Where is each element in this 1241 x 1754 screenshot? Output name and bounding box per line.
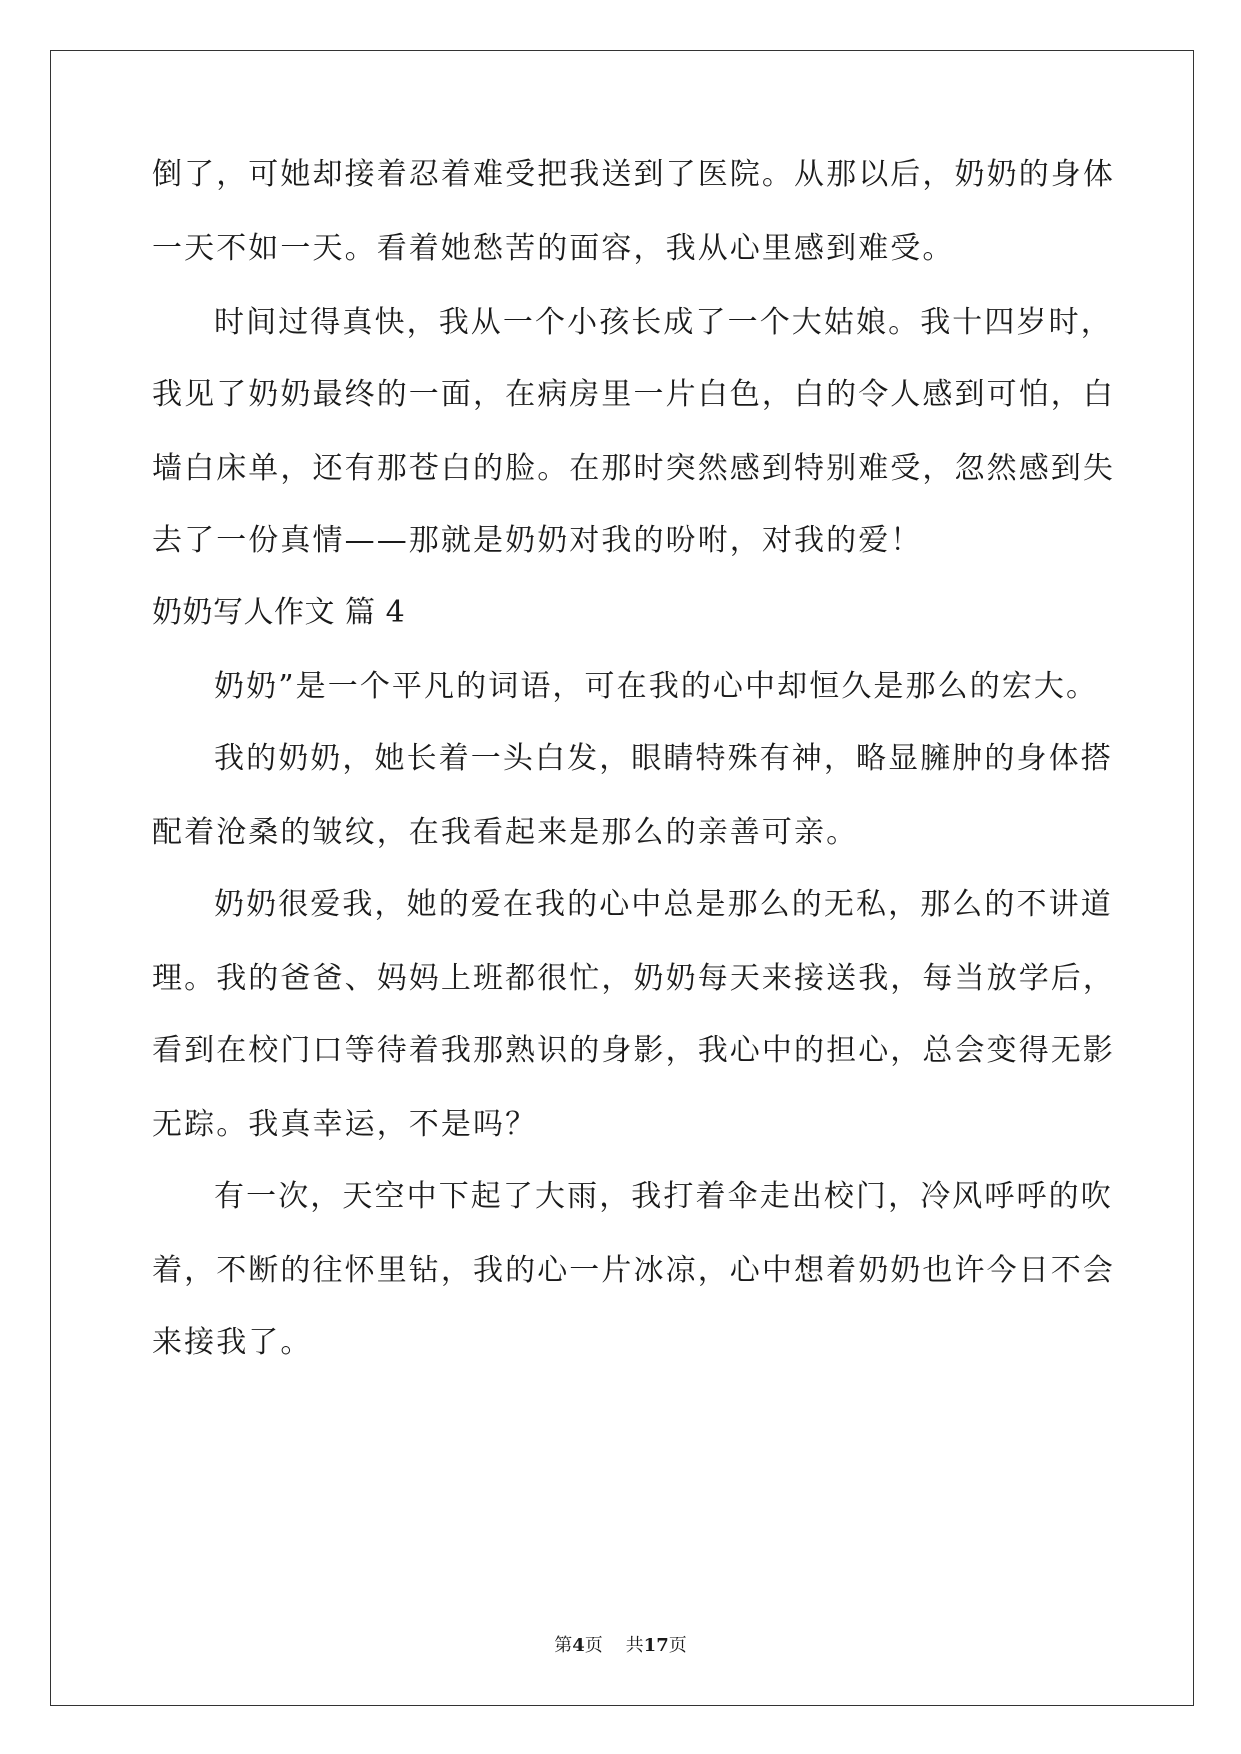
paragraph-line: 有一次，天空中下起了大雨，我打着伞走出校门，冷风呼呼的吹 [214, 1179, 1113, 1214]
total-pages: 17 [643, 1635, 669, 1656]
paragraph-line: 倒了，可她却接着忍着难受把我送到了医院。从那以后，奶奶的身体 [152, 157, 1115, 192]
paragraph-line: 来接我了。 [152, 1325, 313, 1360]
page-number: 4 [572, 1635, 585, 1656]
paragraph-line: 看到在校门口等待着我那熟识的身影，我心中的担心，总会变得无影 [152, 1033, 1115, 1068]
page-footer [0, 1634, 1241, 1658]
paragraph-line: 墙白床单，还有那苍白的脸。在那时突然感到特别难受，忽然感到失 [152, 451, 1115, 486]
paragraph-line: 奶奶”是一个平凡的词语，可在我的心中却恒久是那么的宏大。 [214, 669, 1099, 704]
paragraph-line: 我的奶奶，她长着一头白发，眼睛特殊有神，略显臃肿的身体搭 [214, 741, 1113, 776]
paragraph-line: 着，不断的往怀里钻，我的心一片冰凉，心中想着奶奶也许今日不会 [152, 1253, 1115, 1288]
footer-page-unit: 页 [584, 1635, 603, 1656]
paragraph-line: 理。我的爸爸、妈妈上班都很忙，奶奶每天来接送我，每当放学后， [152, 961, 1115, 996]
section-heading: 奶奶写人作文 篇 4 [152, 595, 406, 630]
paragraph-line: 去了一份真情——那就是奶奶对我的吩咐，对我的爱！ [152, 523, 923, 558]
footer-prefix: 第 [554, 1635, 573, 1656]
page-border [50, 50, 1194, 1706]
footer-total-prefix: 共 [625, 1635, 644, 1656]
paragraph-line: 配着沧桑的皱纹，在我看起来是那么的亲善可亲。 [152, 815, 859, 850]
paragraph-line: 奶奶很爱我，她的爱在我的心中总是那么的无私，那么的不讲道 [214, 887, 1113, 922]
paragraph-line: 一天不如一天。看着她愁苦的面容，我从心里感到难受。 [152, 231, 955, 266]
paragraph-line: 我见了奶奶最终的一面，在病房里一片白色，白的令人感到可怕，白 [152, 377, 1115, 412]
paragraph-line: 时间过得真快，我从一个小孩长成了一个大姑娘。我十四岁时， [214, 305, 1113, 340]
paragraph-line: 无踪。我真幸运，不是吗？ [152, 1107, 538, 1142]
footer-total-unit: 页 [668, 1635, 687, 1656]
